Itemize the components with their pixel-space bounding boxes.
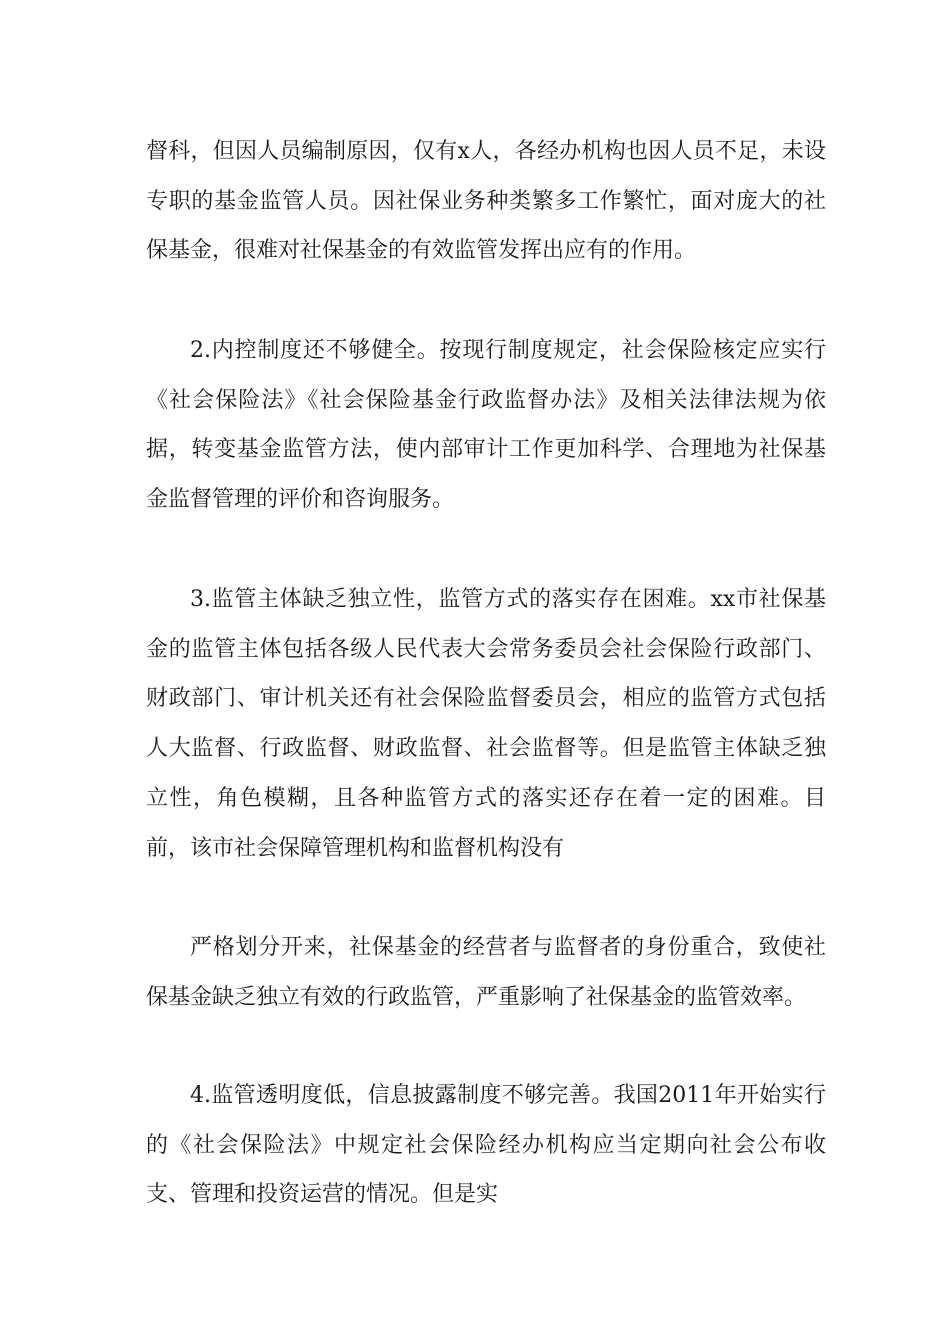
- paragraph-role-overlap: 严格划分开来，社保基金的经营者与监督者的身份重合，致使社保基金缺乏独立有效的行政监管，严重影响了社保基金的监管效率。: [146, 935, 826, 1010]
- paragraph-supervision-independence: 3.监管主体缺乏独立性，监管方式的落实存在困难。xx市社保基金的监管主体包括各级人民代表大会常务委员会社会保险行政部门、财政部门、审计机关还有社会保险监督委员会，相应的监管方式包括人大监督、行政监督、财政监督、社会监督等。但是监管主体缺乏独立性，角色模糊，且各种监管方式的落实还存在着一定的困难。目前，该市社会保障管理机构和监督机构没有: [146, 587, 826, 861]
- paragraph-staffing: 督科，但因人员编制原因，仅有x人，各经办机构也因人员不足，未设专职的基金监管人员。因社保业务种类繁多工作繁忙，面对庞大的社保基金，很难对社保基金的有效监管发挥出应有的作用。: [146, 139, 826, 264]
- paragraph-transparency: 4.监管透明度低，信息披露制度不够完善。我国2011年开始实行的《社会保险法》中规定社会保险经办机构应当定期向社会公布收支、管理和投资运营的情况。但是实: [146, 1083, 826, 1208]
- paragraph-internal-control: 2.内控制度还不够健全。按现行制度规定，社会保险核定应实行《社会保险法》《社会保险基金行政监督办法》及相关法律法规为依据，转变基金监管方法，使内部审计工作更加科学、合理地为社保基金监督管理的评价和咨询服务。: [146, 338, 826, 513]
